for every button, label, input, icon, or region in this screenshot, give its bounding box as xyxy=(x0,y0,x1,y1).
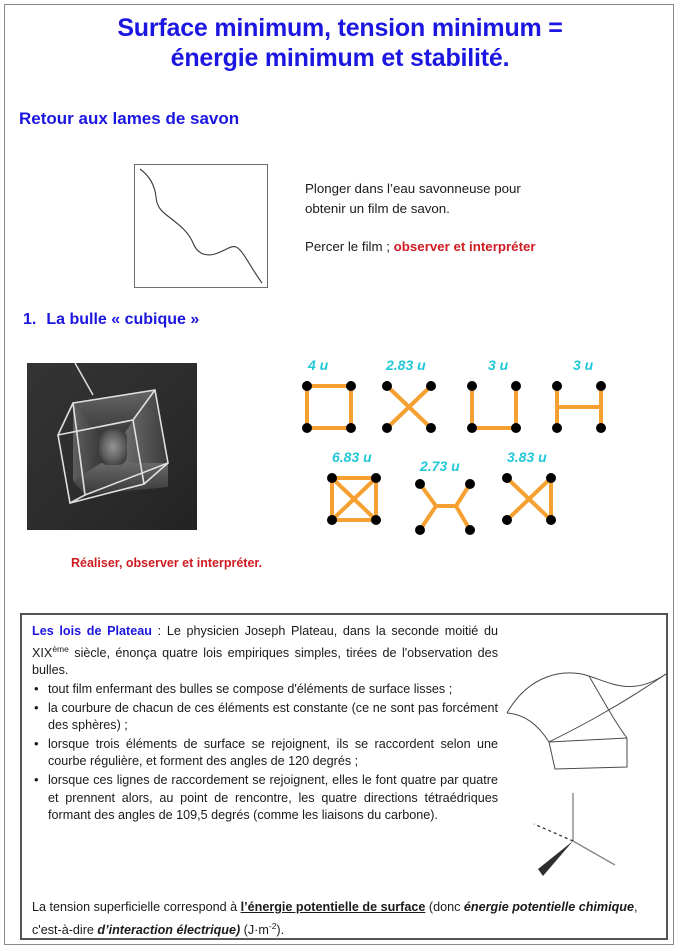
final-sup: -2 xyxy=(268,921,277,931)
graph-label-square-diagonals: 6.83 u xyxy=(332,449,372,465)
graph-diagrams xyxy=(290,357,680,532)
section-1-number: 1. xyxy=(23,311,37,328)
final-italic-1: énergie potentielle chimique xyxy=(463,900,634,914)
slide-page xyxy=(4,4,674,945)
instruction-paragraph-1: Plonger dans l’eau savonneuse pour obtenir un film de savon. xyxy=(305,181,521,216)
plateau-law-4: • lorsque ces lignes de raccordement se rejoignent, elles le font quatre par quatre et prennent alors, au point de rencontre, les quatre directions tétraédriques formant des angles de 109,5 degrés (comme les liaisons du carbone). xyxy=(32,772,498,825)
graph-steiner-tree-icon xyxy=(412,476,478,538)
title-line-2: énergie minimum et stabilité. xyxy=(170,44,510,72)
final-text-c: , c'est-à-dire xyxy=(32,900,638,938)
plateau-laws-box xyxy=(20,613,668,940)
final-underlined: l’énergie potentielle de surface xyxy=(240,900,426,914)
realiser-caption: Réaliser, observer et interpréter. xyxy=(71,556,263,570)
plateau-text-block xyxy=(32,623,498,825)
plateau-law-3: • lorsque trois éléments de surface se rejoignent, ils se raccordent selon une courbe régulière, et forment des angles de 120 degrés ; xyxy=(32,736,498,771)
tetrahedral-directions-diagram-icon xyxy=(503,783,673,888)
plateau-intro-a: : Le physicien Joseph Plateau, dans la seconde moitié du XIX xyxy=(32,624,498,660)
graph-label-cross: 2.83 u xyxy=(386,357,426,373)
plateau-law-1: • tout film enfermant des bulles se compose d'éléments de surface lisses ; xyxy=(32,681,498,699)
instruction-2-black: Percer le film ; xyxy=(305,239,394,254)
final-text-d: (J·m xyxy=(240,923,269,938)
plateau-laws-list xyxy=(32,681,498,825)
graph-label-cross-side: 3.83 u xyxy=(507,449,547,465)
graph-square-with-diagonals-icon xyxy=(323,468,385,530)
soap-film-figure xyxy=(134,164,268,288)
plateau-law-2: • la courbure de chacun de ces éléments est constante (ce ne sont pas forcément des sphères) ; xyxy=(32,700,498,735)
graph-label-steiner-tree: 2.73 u xyxy=(420,458,460,474)
soap-cube-photo-icon xyxy=(27,363,197,530)
instruction-paragraph-2 xyxy=(305,237,555,257)
graph-label-h-shape: 3 u xyxy=(573,357,594,373)
graph-label-square: 4 u xyxy=(308,357,329,373)
graph-cross-icon xyxy=(378,376,440,438)
graph-cross-with-side-icon xyxy=(498,468,560,530)
graph-u-shape-icon xyxy=(463,376,525,438)
final-italic-2: d’interaction électrique) xyxy=(97,923,241,938)
graph-h-shape-icon xyxy=(548,376,610,438)
final-text-b: (donc xyxy=(425,900,464,914)
instruction-2-red: observer et interpréter xyxy=(393,239,536,254)
final-text-a: La tension superficielle correspond à xyxy=(32,900,241,914)
cube-bubble-photo xyxy=(27,363,197,530)
subtitle: Retour aux lames de savon xyxy=(19,109,240,128)
plateau-heading: Les lois de Plateau xyxy=(32,624,152,638)
soap-film-curve-icon xyxy=(135,165,267,287)
graph-square-icon xyxy=(298,376,360,438)
graph-label-u-shape: 3 u xyxy=(488,357,509,373)
plateau-final-paragraph xyxy=(32,898,652,940)
curved-surface-diagram-icon xyxy=(503,670,673,775)
section-1-heading xyxy=(23,311,199,329)
page-title xyxy=(5,13,675,73)
title-line-1: Surface minimum, tension minimum = xyxy=(117,14,563,42)
plateau-intro-sup: ème xyxy=(52,643,69,654)
section-1-label: La bulle « cubique » xyxy=(46,311,200,328)
final-text-e: ). xyxy=(276,923,285,938)
plateau-intro-b: siècle, énonça quatre lois empiriques simples, tirées de l'observation des bulles. xyxy=(32,645,498,678)
